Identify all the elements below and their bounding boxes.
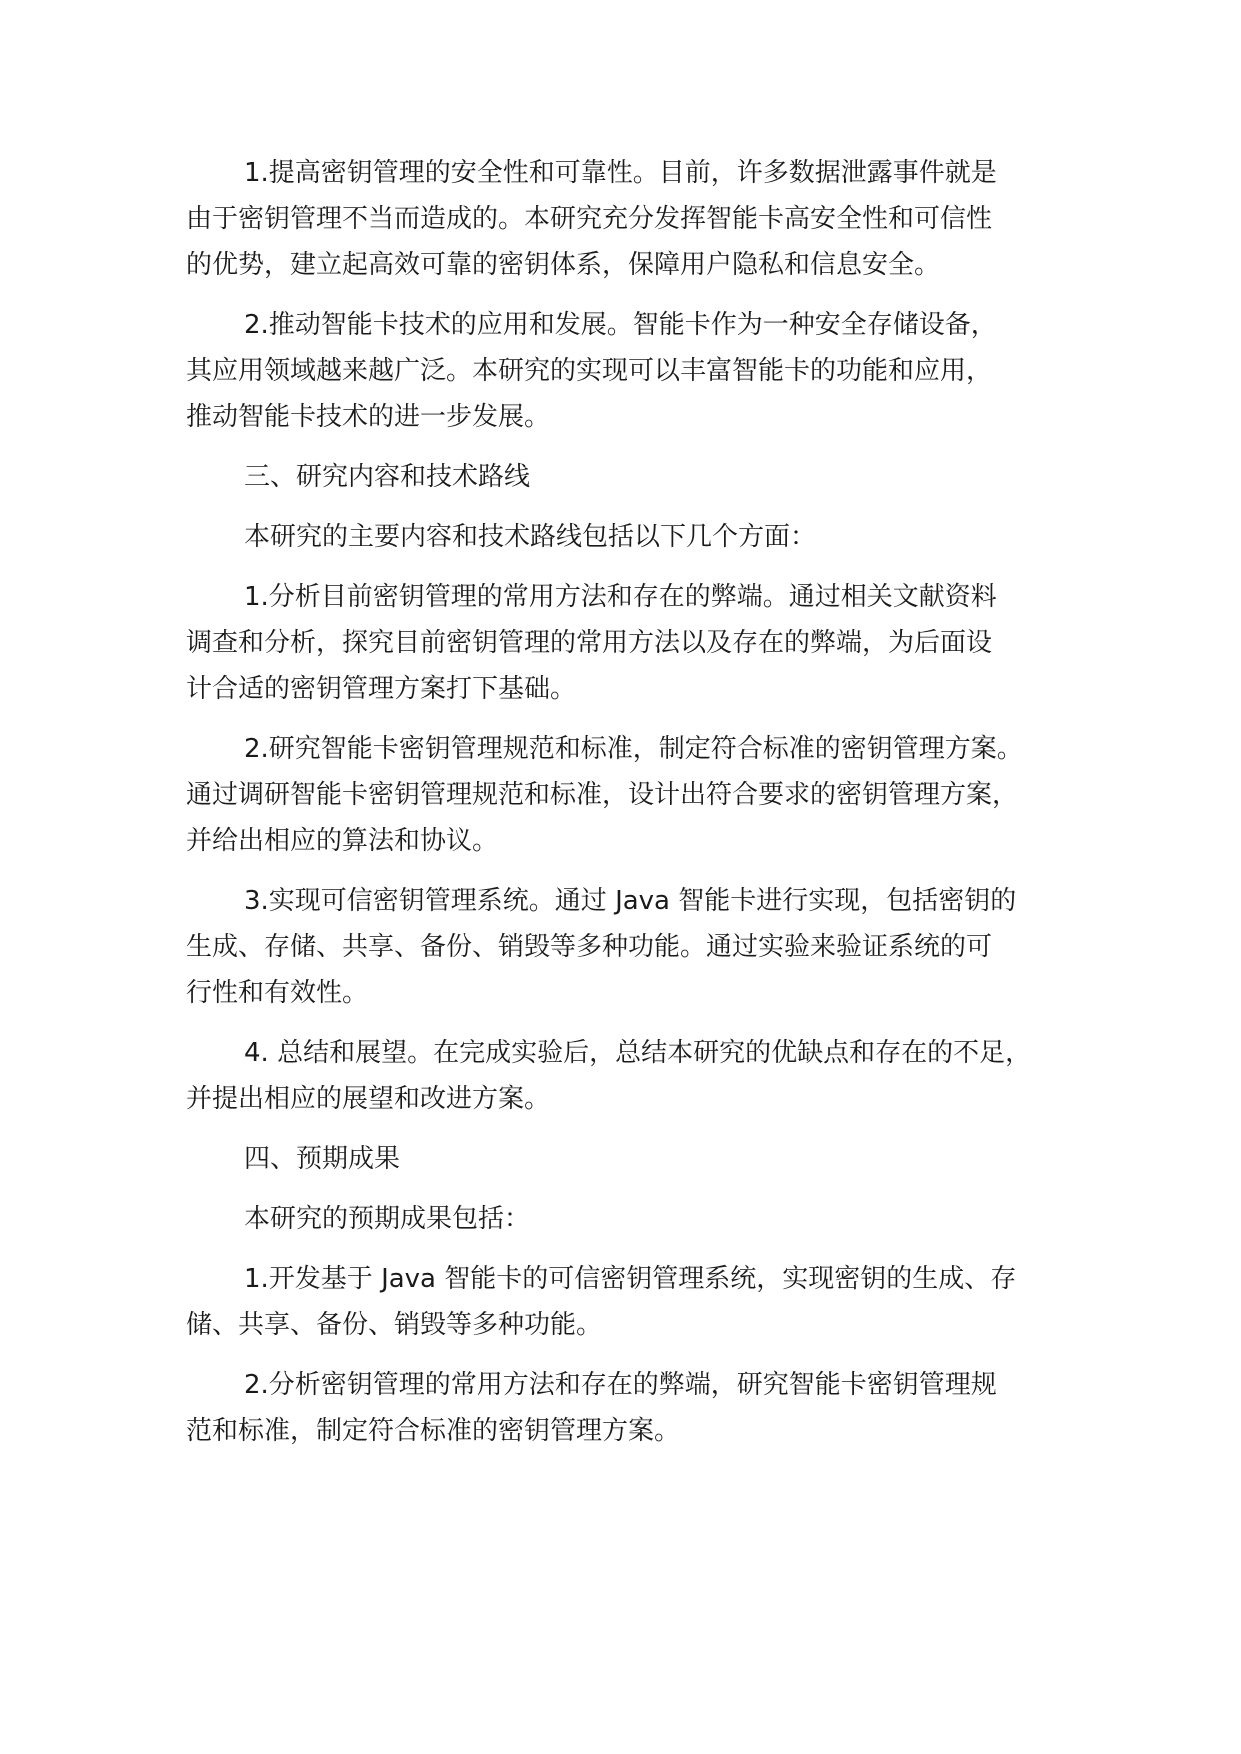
paragraph-results-intro xyxy=(186,1196,1081,1242)
document-page xyxy=(186,150,1081,1468)
text-line: 行性和有效性。 xyxy=(186,978,369,1008)
text-line: 4. 总结和展望。在完成实验后，总结本研究的优缺点和存在的不足， xyxy=(244,1038,1032,1068)
text-line: 其应用领域越来越广泛。本研究的实现可以丰富智能卡的功能和应用， xyxy=(186,356,993,386)
text-line: 范和标准，制定符合标准的密钥管理方案。 xyxy=(186,1416,681,1446)
paragraph-content-intro xyxy=(186,514,1081,560)
text-line: 生成、存储、共享、备份、销毁等多种功能。通过实验来验证系统的可 xyxy=(186,932,993,962)
text-line: 储、共享、备份、销毁等多种功能。 xyxy=(186,1310,603,1340)
text-line: 由于密钥管理不当而造成的。本研究充分发挥智能卡高安全性和可信性 xyxy=(186,204,993,234)
paragraph-content-1 xyxy=(186,574,1081,712)
text-line: 调查和分析，探究目前密钥管理的常用方法以及存在的弊端，为后面设 xyxy=(186,628,993,658)
paragraph-result-1 xyxy=(186,1256,1081,1348)
text-line: 1.开发基于 Java 智能卡的可信密钥管理系统，实现密钥的生成、存 xyxy=(244,1264,1017,1294)
text-line: 的优势，建立起高效可靠的密钥体系，保障用户隐私和信息安全。 xyxy=(186,250,941,280)
paragraph-result-2 xyxy=(186,1362,1081,1454)
section-heading-research-content xyxy=(186,454,1081,500)
text-line: 1.提高密钥管理的安全性和可靠性。目前，许多数据泄露事件就是 xyxy=(244,158,997,188)
paragraph-goal-1 xyxy=(186,150,1081,288)
paragraph-content-2 xyxy=(186,726,1081,864)
heading-text: 四、预期成果 xyxy=(244,1144,401,1174)
section-heading-expected-results xyxy=(186,1136,1081,1182)
text-line: 1.分析目前密钥管理的常用方法和存在的弊端。通过相关文献资料 xyxy=(244,582,997,612)
text-line: 本研究的主要内容和技术路线包括以下几个方面： xyxy=(244,522,817,552)
text-line: 并提出相应的展望和改进方案。 xyxy=(186,1084,551,1114)
text-line: 3.实现可信密钥管理系统。通过 Java 智能卡进行实现，包括密钥的 xyxy=(244,886,1017,916)
text-line: 推动智能卡技术的进一步发展。 xyxy=(186,402,551,432)
text-line: 2.推动智能卡技术的应用和发展。智能卡作为一种安全存储设备， xyxy=(244,310,997,340)
text-line: 2.分析密钥管理的常用方法和存在的弊端，研究智能卡密钥管理规 xyxy=(244,1370,997,1400)
paragraph-goal-2 xyxy=(186,302,1081,440)
text-line: 本研究的预期成果包括： xyxy=(244,1204,531,1234)
text-line: 并给出相应的算法和协议。 xyxy=(186,826,499,856)
text-line: 2.研究智能卡密钥管理规范和标准，制定符合标准的密钥管理方案。 xyxy=(244,734,1023,764)
text-line: 计合适的密钥管理方案打下基础。 xyxy=(186,674,577,704)
heading-text: 三、研究内容和技术路线 xyxy=(244,462,531,492)
paragraph-content-4 xyxy=(186,1030,1081,1122)
paragraph-content-3 xyxy=(186,878,1081,1016)
text-line: 通过调研智能卡密钥管理规范和标准，设计出符合要求的密钥管理方案， xyxy=(186,780,1019,810)
